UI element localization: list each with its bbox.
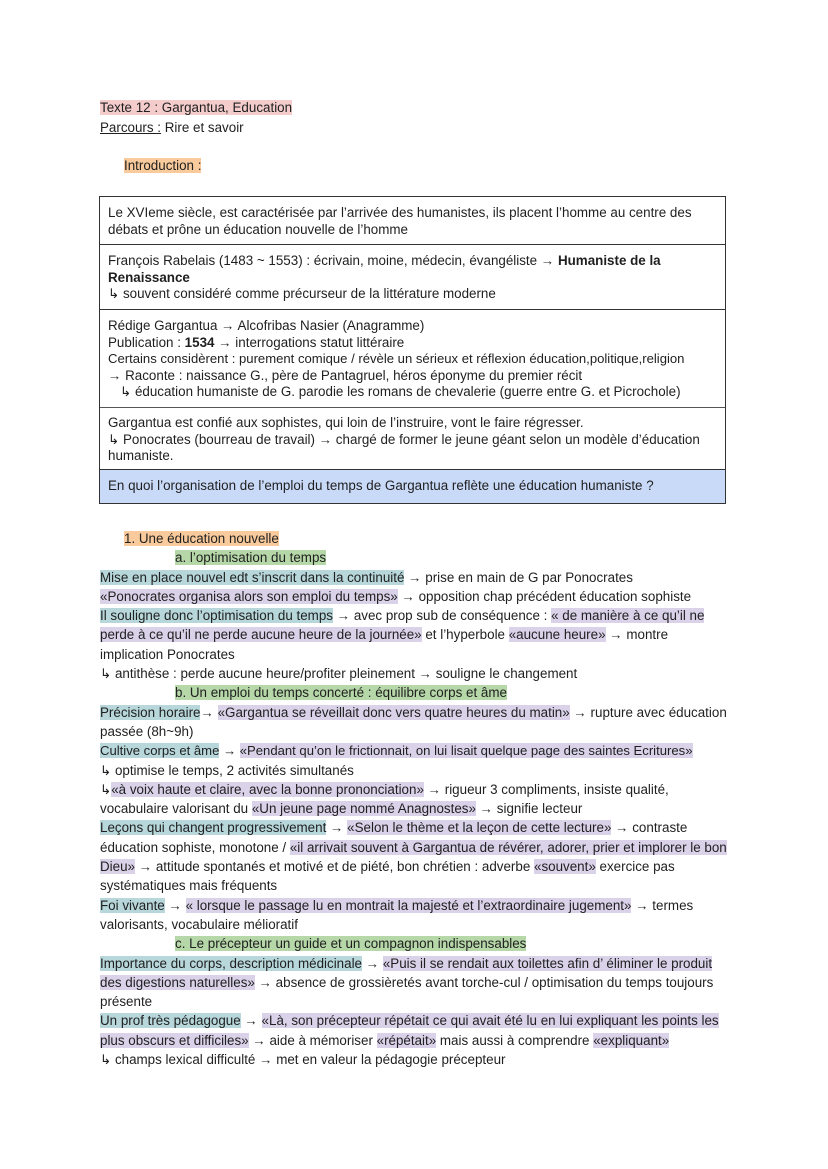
b5-quote-3: «souvent» [534, 859, 596, 875]
paragraph-c3: ↳ champs lexical difficulté → met en valeur la pédagogie précepteur [100, 1052, 506, 1068]
paragraph-a1 [100, 568, 730, 587]
b4-quote-2: «Un jeune page nommé Anagnostes» [251, 801, 476, 817]
subsection-b-title: b. Un emploi du temps concerté : équilibre corps et âme [175, 685, 507, 701]
subsection-heading-b [100, 683, 730, 702]
parcours-value: Rire et savoir [161, 120, 244, 135]
c2-quote-3: «expliquant» [593, 1032, 670, 1048]
section-heading-1 [100, 529, 730, 548]
a3-text: → avec prop sub de conséquence : [332, 608, 552, 624]
analysis-body [100, 529, 730, 1069]
subsection-heading-a [100, 548, 730, 567]
sophists-line-1: Gargantua est confié aux sophistes, qui loin de l’instruire, vont le faire régresser. [108, 414, 584, 430]
a3-text-2: et l’hyperbole [421, 627, 509, 643]
work-line-2 [108, 335, 717, 352]
b5-highlight: Leçons qui changent progressivement [100, 820, 327, 836]
a1-highlight: Mise en place nouvel edt s’inscrit dans la continuité [100, 569, 405, 585]
b1-highlight: Précision horaire [100, 704, 201, 720]
a3-text-3: → montre implication Ponocrates [100, 627, 669, 662]
paragraph-c2 [100, 1011, 730, 1050]
c2-text-2: → aide à mémoriser [248, 1032, 377, 1048]
paragraph-b4 [100, 780, 730, 819]
b5-text: → [326, 820, 348, 836]
a3-highlight: Il souligne donc l’optimisation du temps [100, 608, 333, 624]
b5-text-3: → attitude spontanés et motivé et de piété, bon chrétien : adverbe [135, 859, 534, 875]
context-text: Le XVIeme siècle, est caractérisée par l’arrivée des humanistes, ils placent l’homme au centre des débats et prône un éducation nouvelle de l’homme [108, 205, 692, 237]
c2-text: → [240, 1013, 262, 1029]
author-line [108, 253, 717, 286]
b2-highlight: Cultive corps et âme [100, 743, 220, 759]
paragraph-a4: ↳ antithèse : perde aucune heure/profiter pleinement → souligne le changement [100, 666, 578, 682]
c1-text-2: → absence de grossièretés avant torche-cul / optimisation du temps toujours présente [100, 974, 714, 1010]
paragraph-b5 [100, 818, 730, 895]
publication-label: Publication : [108, 334, 185, 350]
c2-quote-2: «répétait» [376, 1032, 437, 1048]
sophists-line-2: ↳ Ponocrates (bourreau de travail) → chargé de former le jeune géant selon un modèle d’éducation humaniste. [108, 431, 700, 464]
subsection-a-title: a. l’optimisation du temps [175, 550, 327, 566]
c1-quote: «Puis il se rendait aux toilettes afin d’ éliminer le produit des digestions naturelles» [100, 955, 713, 990]
paragraph-a3 [100, 606, 730, 664]
c2-highlight: Un prof très pédagogue [100, 1013, 241, 1029]
work-line-1: Rédige Gargantua → Alcofribas Nasier (Anagramme) [108, 317, 425, 333]
paragraph-b6 [100, 896, 730, 935]
paragraph-b3: ↳ optimise le temps, 2 activités simultanés [100, 762, 354, 778]
b1-quote: «Gargantua se réveillait donc vers quatre heures du matin» [217, 704, 570, 720]
a1-text: → prise en main de G par Ponocrates [404, 569, 633, 585]
table-row-work [100, 310, 725, 470]
subsection-heading-c [100, 934, 730, 953]
document-title [100, 99, 292, 117]
a2-text: → opposition chap précédent éducation sophiste [397, 588, 692, 604]
b4-quote: «à voix haute et claire, avec la bonne prononciation» [111, 781, 424, 797]
b6-text: → [164, 897, 186, 913]
introduction-text: Introduction : [124, 158, 202, 173]
b2-text: → [219, 743, 240, 759]
subsection-c-title: c. Le précepteur un guide et un compagnon indispensables [175, 936, 527, 952]
publication-year: 1534 [184, 334, 215, 350]
c1-highlight: Importance du corps, description médicinale [100, 955, 362, 971]
parcours-label: Parcours : [100, 120, 162, 135]
table-row-problematic [100, 470, 725, 504]
work-line-4: → Raconte : naissance G., père de Pantagruel, héros éponyme du premier récit [108, 367, 583, 383]
a2-quote: «Ponocrates organisa alors son emploi du temps» [100, 588, 398, 604]
problematic-text: En quoi l’organisation de l’emploi du temps de Gargantua reflète une éducation humaniste ? [108, 477, 654, 493]
paragraph-c1 [100, 954, 730, 1012]
b5-quote: «Selon le thème et la leçon de cette lecture» [347, 820, 612, 836]
b5-text-4: exercice pas systématiques mais fréquents [100, 859, 675, 894]
introduction-table [99, 196, 726, 504]
b1-text: → [200, 704, 218, 720]
b1-text-2: → rupture avec éducation passée (8h~9h) [100, 704, 727, 739]
b6-quote: « lorsque le passage lu en montrait la majesté et l’extraordinaire jugement» [185, 897, 632, 913]
work-line-5: ↳ éducation humaniste de G. parodie les romans de chevalerie (guerre entre G. et Picrochole) [120, 384, 681, 400]
paragraph-b1 [100, 703, 730, 742]
publication-note: → interrogations statut littéraire [214, 334, 405, 350]
table-row-author [100, 245, 725, 310]
b4-text-2: → signifie lecteur [475, 801, 583, 817]
b6-highlight: Foi vivante [100, 897, 165, 913]
author-bold: Humaniste de la Renaissance [108, 253, 661, 285]
b5-quote-2: «il arrivait souvent à Gargantua de révérer, adorer, prier et implorer le bon Dieu» [100, 839, 727, 875]
c2-quote: «Là, son précepteur répétait ce qui avait été lu en lui expliquant les points les plus obscurs et difficiles» [100, 1013, 719, 1048]
b5-text-2: → contraste éducation sophiste, monotone / [100, 820, 688, 855]
c2-text-3: mais aussi à comprendre [436, 1032, 594, 1048]
b6-text-2: → termes valorisants, vocabulaire mélioratif [100, 897, 694, 932]
table-row-context [100, 197, 725, 245]
author-note: ↳ souvent considéré comme précurseur de la littérature moderne [108, 286, 496, 302]
title-text: Texte 12 : Gargantua, Education [100, 100, 293, 115]
author-text: François Rabelais (1483 ~ 1553) : écrivain, moine, médecin, évangéliste → [108, 253, 558, 269]
a3-quote-2: «aucune heure» [508, 627, 606, 643]
b4-arrow: ↳ [100, 781, 112, 797]
c1-text: → [362, 955, 383, 971]
section-1-title: 1. Une éducation nouvelle [124, 531, 279, 546]
introduction-heading [124, 157, 201, 175]
paragraph-a2 [100, 587, 730, 606]
parcours-line [100, 119, 244, 137]
a3-quote-1: « de manière à ce qu’il ne perde à ce qu’il ne perde aucune heure de la journée» [100, 608, 705, 643]
paragraph-b2 [100, 741, 730, 760]
b4-text: → rigueur 3 compliments, insiste qualité, vocabulaire valorisant du [100, 781, 669, 817]
b2-quote: «Pendant qu’on le frictionnait, on lui lisait quelque page des saintes Ecritures» [239, 743, 693, 759]
work-line-3: Certains considèrent : purement comique / révèle un sérieux et réflexion éducation,politique,religion [108, 351, 685, 367]
